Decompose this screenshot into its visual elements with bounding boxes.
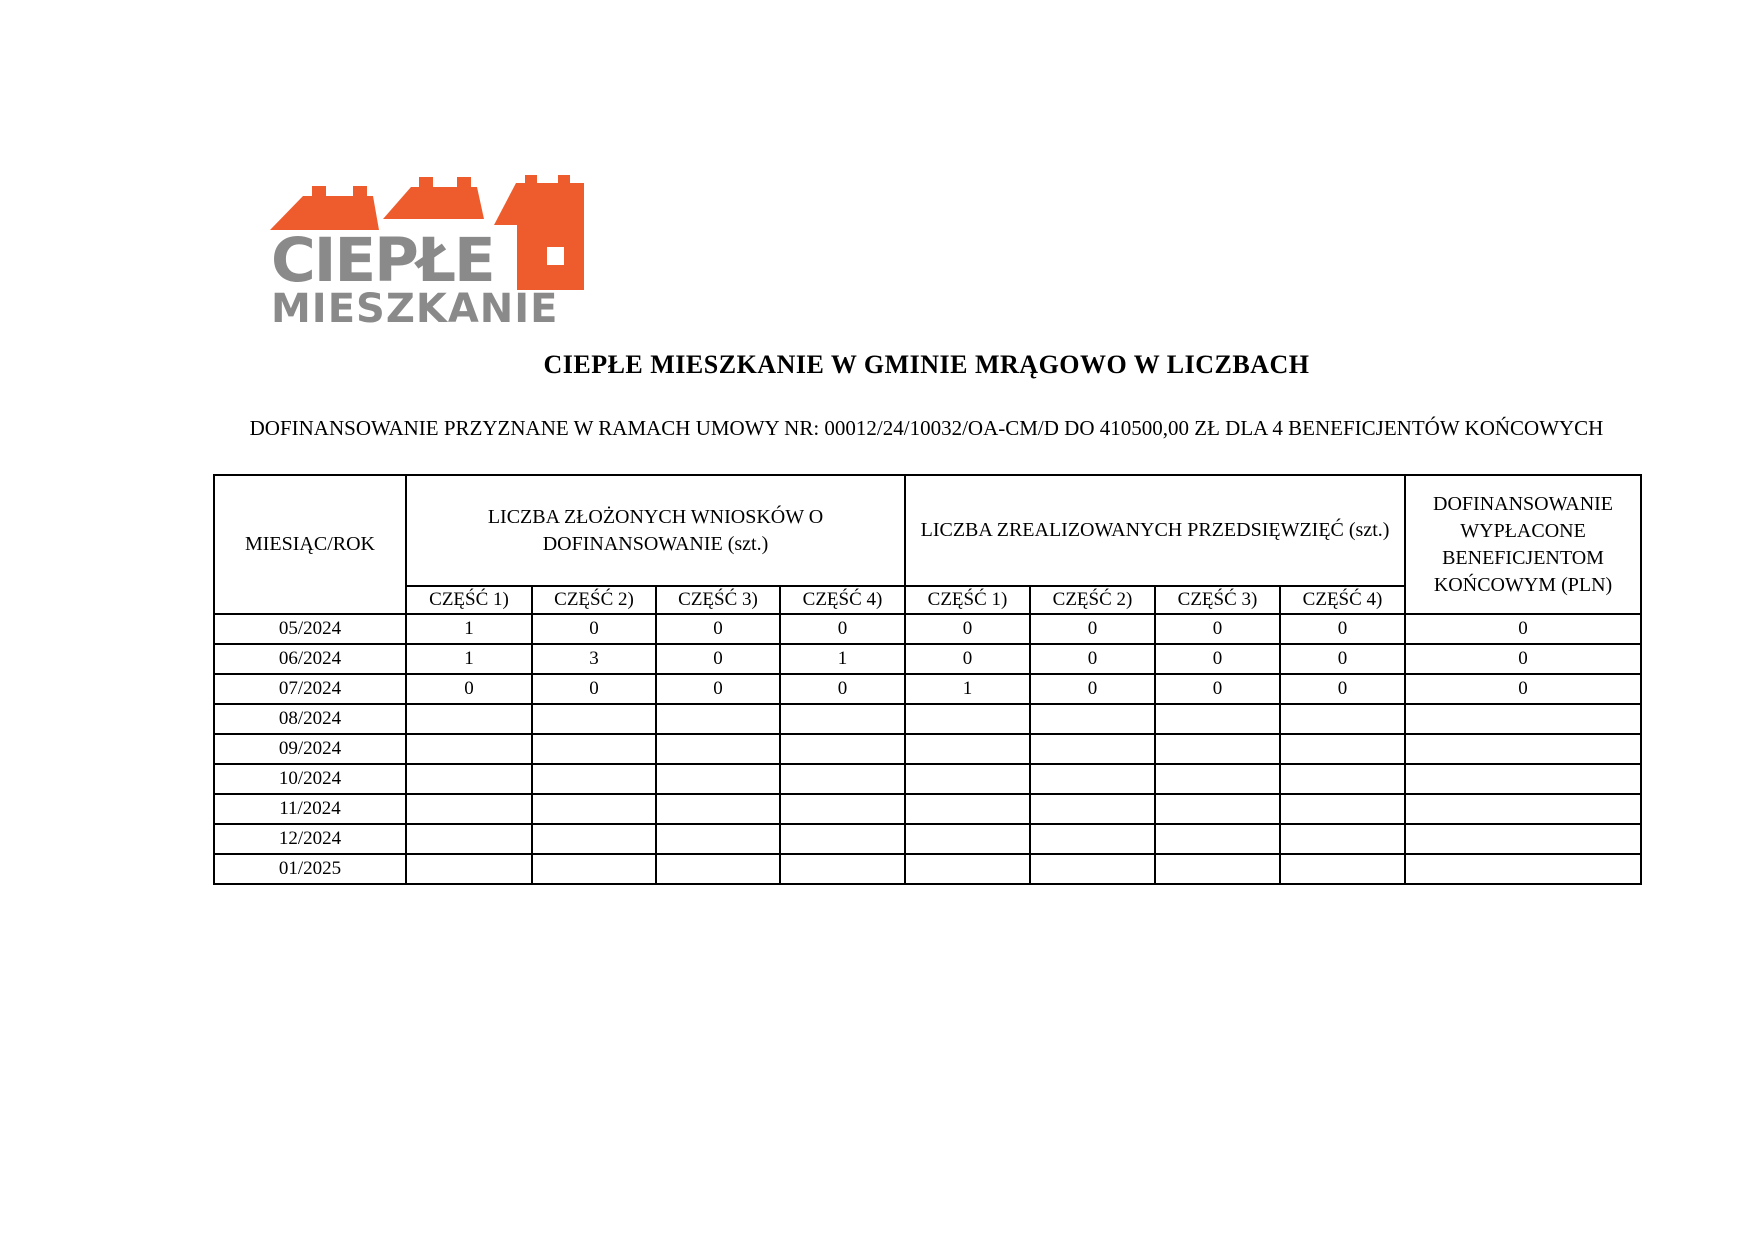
value-cell (656, 854, 780, 884)
value-cell (1030, 794, 1155, 824)
value-cell: 0 (1280, 614, 1405, 644)
paid-cell (1405, 734, 1641, 764)
value-cell: 0 (1155, 614, 1280, 644)
value-cell: 0 (905, 644, 1030, 674)
logo-roof2-shape (383, 177, 484, 219)
value-cell (406, 824, 532, 854)
value-cell (780, 764, 905, 794)
col-header-paid: DOFINANSOWANIE WYPŁACONE BENEFICJENTOM KOŃCOWYM (PLN) (1405, 475, 1641, 614)
value-cell (1155, 704, 1280, 734)
value-cell: 0 (532, 674, 656, 704)
value-cell (780, 854, 905, 884)
part-header-cell: CZĘŚĆ 1) (905, 586, 1030, 614)
logo-roof1-shape (270, 186, 379, 230)
value-cell (1280, 764, 1405, 794)
value-cell (905, 794, 1030, 824)
value-cell: 1 (406, 614, 532, 644)
paid-cell: 0 (1405, 644, 1641, 674)
value-cell (406, 704, 532, 734)
month-cell: 01/2025 (214, 854, 406, 884)
logo-roof3-house-shape (494, 175, 584, 290)
value-cell (1030, 764, 1155, 794)
table-row (214, 764, 1641, 794)
value-cell: 3 (532, 644, 656, 674)
page-title: CIEPŁE MIESZKANIE W GMINIE MRĄGOWO W LICZBACH (543, 350, 1310, 379)
page-subtitle: DOFINANSOWANIE PRZYZNANE W RAMACH UMOWY NR: 00012/24/10032/OA-CM/D DO 410500,00 ZŁ DLA 4 BENEFICJENTÓW KOŃCOWYCH (249, 416, 1604, 440)
value-cell (532, 704, 656, 734)
table-row (214, 614, 1641, 644)
value-cell: 0 (532, 614, 656, 644)
part-header-cell: CZĘŚĆ 2) (532, 586, 656, 614)
value-cell (780, 734, 905, 764)
table-row (214, 734, 1641, 764)
value-cell: 0 (905, 614, 1030, 644)
value-cell: 0 (406, 674, 532, 704)
paid-cell (1405, 854, 1641, 884)
value-cell: 0 (656, 614, 780, 644)
value-cell (1280, 824, 1405, 854)
value-cell (1030, 734, 1155, 764)
value-cell (1155, 764, 1280, 794)
part-header-cell: CZĘŚĆ 4) (1280, 586, 1405, 614)
cieple-mieszkanie-logo (270, 175, 586, 332)
value-cell: 1 (905, 674, 1030, 704)
table-row (214, 704, 1641, 734)
paid-cell: 0 (1405, 614, 1641, 644)
value-cell (532, 854, 656, 884)
logo-window-shape (547, 247, 564, 265)
value-cell: 0 (1030, 644, 1155, 674)
value-cell (905, 854, 1030, 884)
value-cell (905, 764, 1030, 794)
value-cell: 0 (1155, 644, 1280, 674)
value-cell (406, 734, 532, 764)
paid-cell (1405, 704, 1641, 734)
value-cell: 0 (656, 674, 780, 704)
value-cell: 0 (780, 614, 905, 644)
logo-text-mieszkanie: MIESZKANIE (271, 286, 559, 332)
value-cell (1155, 824, 1280, 854)
value-cell: 1 (780, 644, 905, 674)
value-cell (780, 704, 905, 734)
paid-cell (1405, 794, 1641, 824)
value-cell (1030, 704, 1155, 734)
col-group-submitted: LICZBA ZŁOŻONYCH WNIOSKÓW O DOFINANSOWANIE (szt.) (406, 475, 905, 586)
value-cell (905, 734, 1030, 764)
value-cell: 0 (656, 644, 780, 674)
value-cell (532, 734, 656, 764)
value-cell: 0 (1280, 644, 1405, 674)
value-cell (780, 824, 905, 854)
month-cell: 07/2024 (214, 674, 406, 704)
value-cell (406, 794, 532, 824)
value-cell (406, 764, 532, 794)
table-row (214, 794, 1641, 824)
value-cell (656, 764, 780, 794)
value-cell (532, 764, 656, 794)
value-cell (406, 854, 532, 884)
part-header-cell: CZĘŚĆ 2) (1030, 586, 1155, 614)
part-header-cell: CZĘŚĆ 1) (406, 586, 532, 614)
value-cell (1155, 854, 1280, 884)
table-header-group-row (214, 475, 1641, 586)
value-cell: 0 (1280, 674, 1405, 704)
value-cell (532, 824, 656, 854)
month-cell: 05/2024 (214, 614, 406, 644)
value-cell (905, 704, 1030, 734)
value-cell: 1 (406, 644, 532, 674)
value-cell (1280, 854, 1405, 884)
table-row (214, 854, 1641, 884)
value-cell (656, 794, 780, 824)
col-group-realized: LICZBA ZREALIZOWANYCH PRZEDSIĘWZIĘĆ (szt.) (905, 475, 1405, 586)
value-cell (1155, 734, 1280, 764)
month-cell: 11/2024 (214, 794, 406, 824)
value-cell (1030, 824, 1155, 854)
value-cell: 0 (1030, 614, 1155, 644)
value-cell (1280, 704, 1405, 734)
month-cell: 06/2024 (214, 644, 406, 674)
value-cell (905, 824, 1030, 854)
col-header-month: MIESIĄC/ROK (214, 475, 406, 614)
value-cell (656, 704, 780, 734)
value-cell (656, 734, 780, 764)
month-cell: 10/2024 (214, 764, 406, 794)
month-cell: 08/2024 (214, 704, 406, 734)
value-cell (1030, 854, 1155, 884)
value-cell (1155, 794, 1280, 824)
value-cell (1280, 794, 1405, 824)
value-cell: 0 (780, 674, 905, 704)
month-cell: 09/2024 (214, 734, 406, 764)
value-cell: 0 (1155, 674, 1280, 704)
paid-cell: 0 (1405, 674, 1641, 704)
part-header-cell: CZĘŚĆ 3) (656, 586, 780, 614)
value-cell: 0 (1030, 674, 1155, 704)
table-row (214, 644, 1641, 674)
part-header-cell: CZĘŚĆ 3) (1155, 586, 1280, 614)
month-cell: 12/2024 (214, 824, 406, 854)
table-row (214, 824, 1641, 854)
value-cell (1280, 734, 1405, 764)
part-header-cell: CZĘŚĆ 4) (780, 586, 905, 614)
paid-cell (1405, 824, 1641, 854)
logo-text-cieple: CIEPŁE (271, 225, 494, 296)
stats-table (213, 474, 1642, 885)
value-cell (780, 794, 905, 824)
value-cell (656, 824, 780, 854)
paid-cell (1405, 764, 1641, 794)
table-row (214, 674, 1641, 704)
value-cell (532, 794, 656, 824)
